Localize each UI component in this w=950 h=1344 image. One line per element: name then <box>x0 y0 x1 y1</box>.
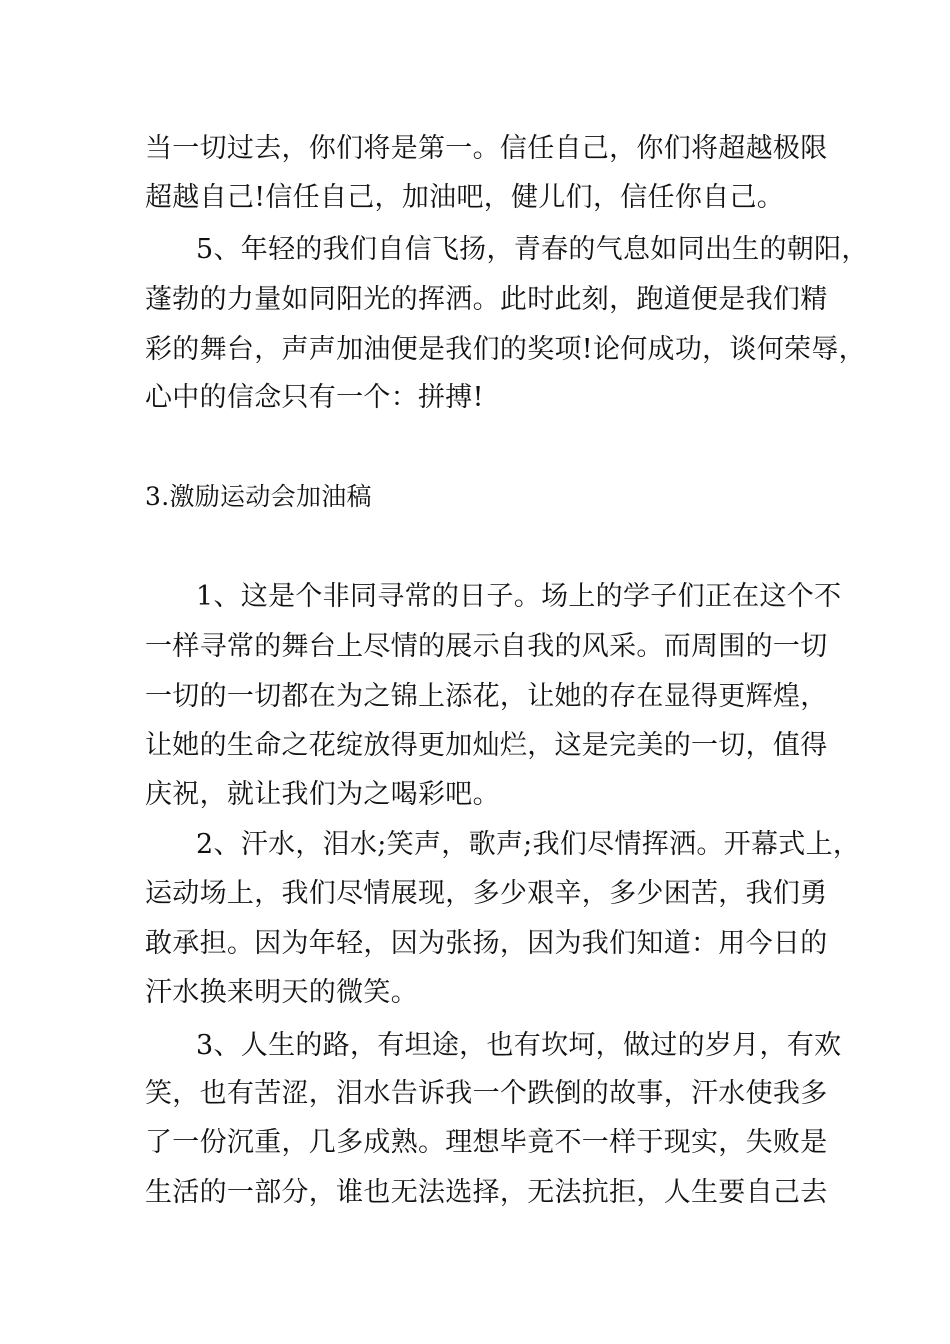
text-line-13: 运动场上，我们尽情展现，多少艰辛，多少困苦，我们勇 <box>145 878 828 909</box>
text-line-2: 超越自己!信任自己，加油吧，健儿们，信任你自己。 <box>145 182 785 213</box>
text-line-17: 笑，也有苦涩，泪水告诉我一个跌倒的故事，汗水使我多 <box>145 1078 828 1109</box>
text-line-15: 汗水换来明天的微笑。 <box>145 977 418 1008</box>
text-line-8: 一样寻常的舞台上尽情的展示自我的风采。而周围的一切 <box>145 631 828 662</box>
text-line-16: 3、人生的路，有坦途，也有坎坷，做过的岁月，有欢 <box>196 1030 842 1061</box>
text-line-14: 敢承担。因为年轻，因为张扬，因为我们知道：用今日的 <box>145 928 828 959</box>
text-line-1: 当一切过去，你们将是第一。信任自己，你们将超越极限 <box>145 133 828 164</box>
text-line-7: 1、这是个非同寻常的日子。场上的学子们正在这个不 <box>196 581 842 612</box>
text-line-12: 2、汗水，泪水;笑声，歌声;我们尽情挥洒。开幕式上， <box>196 829 861 860</box>
text-line-6: 心中的信念只有一个：拼搏! <box>145 382 484 413</box>
text-line-11: 庆祝，就让我们为之喝彩吧。 <box>145 779 500 810</box>
text-line-10: 让她的生命之花绽放得更加灿烂，这是完美的一切，值得 <box>145 730 828 761</box>
section-heading: 3.激励运动会加油稿 <box>145 482 372 511</box>
text-line-3: 5、年轻的我们自信飞扬，青春的气息如同出生的朝阳， <box>196 234 869 265</box>
text-line-18: 了一份沉重，几多成熟。理想毕竟不一样于现实，失败是 <box>145 1127 828 1158</box>
text-line-9: 一切的一切都在为之锦上添花，让她的存在显得更辉煌， <box>145 681 828 712</box>
text-line-19: 生活的一部分，谁也无法选择，无法抗拒，人生要自己去 <box>145 1177 828 1208</box>
text-line-5: 彩的舞台，声声加油便是我们的奖项!论何成功，谈何荣辱， <box>145 334 866 365</box>
text-line-4: 蓬勃的力量如同阳光的挥洒。此时此刻，跑道便是我们精 <box>145 284 828 315</box>
